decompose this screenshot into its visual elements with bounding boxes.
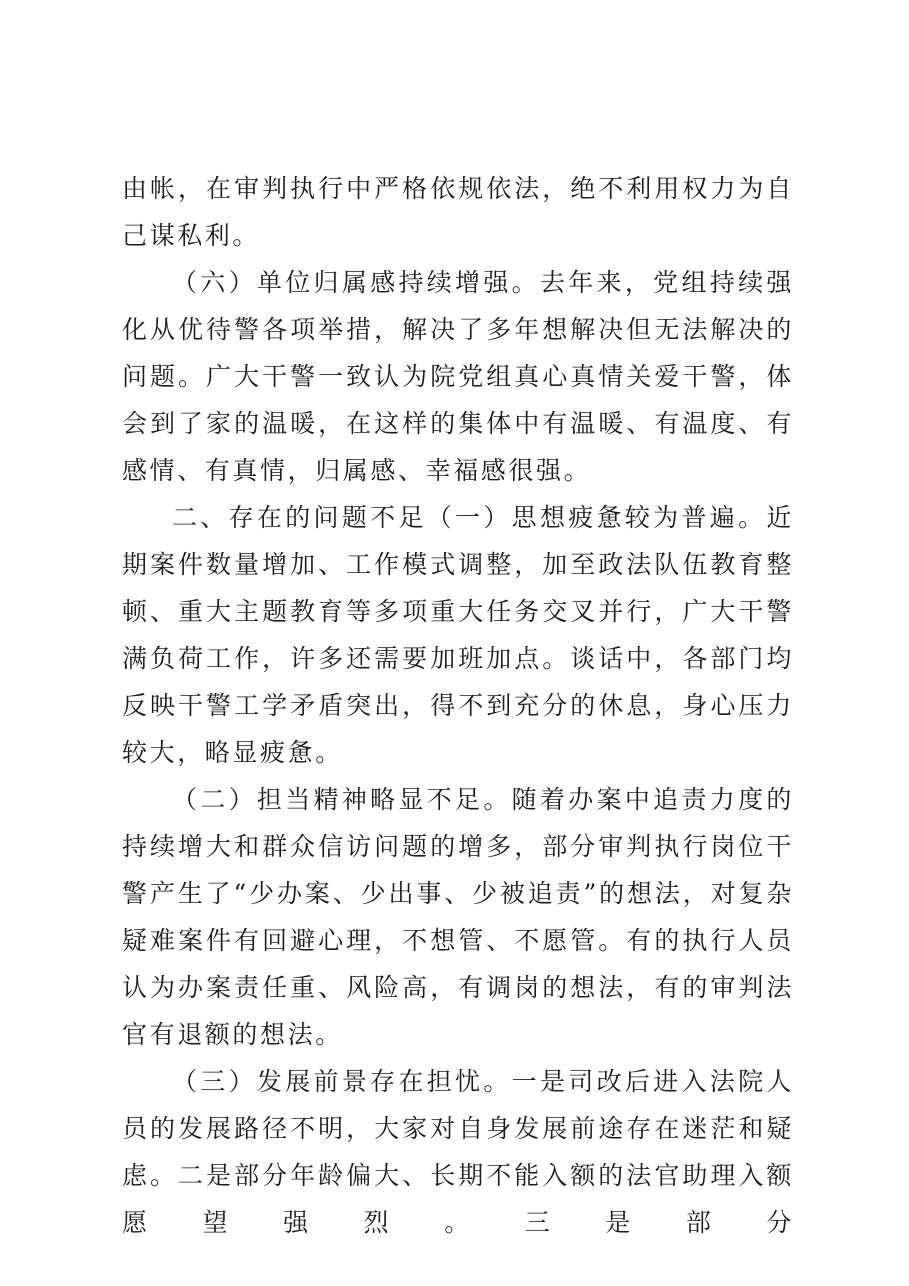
paragraph-development-prospects: （三）发展前景存在担忧。一是司改后进入法院人员的发展路径不明，大家对自身发展前途存在迷茫和疑虑。二是部分年龄偏大、长期不能入额的法官助理入额愿望强烈。三是部分: [122, 1067, 794, 1237]
paragraph-unit-belonging: （六）单位归属感持续增强。去年来，党组持续强化从优待警各项举措，解决了多年想解决但无法解决的问题。广大干警一致认为院党组真心真情关爱干警，体会到了家的温暖，在这样的集体中有温暖、有温度、有感情、有真情，归属感、幸福感很强。: [122, 268, 794, 485]
paragraph-problems-fatigue: 二、存在的问题不足（一）思想疲惫较为普遍。近期案件数量增加、工作模式调整，加至政法队伍教育整顿、重大主题教育等多项重大任务交叉并行，广大干警满负荷工作，许多还需要加班加点。谈话中，各部门均反映干警工学矛盾突出，得不到充分的休息，身心压力较大，略显疲惫。: [122, 503, 794, 767]
paragraph-continuation: 由帐，在审判执行中严格依规依法，绝不利用权力为自己谋私利。: [122, 174, 794, 250]
document-body: [122, 165, 794, 1246]
paragraph-responsibility: （二）担当精神略显不足。随着办案中追责力度的持续增大和群众信访问题的增多，部分审判执行岗位干警产生了“少办案、少出事、少被追责”的想法，对复杂疑难案件有回避心理，不想管、不愿管。有的执行人员认为办案责任重、风险高，有调岗的想法，有的审判法官有退额的想法。: [122, 785, 794, 1049]
